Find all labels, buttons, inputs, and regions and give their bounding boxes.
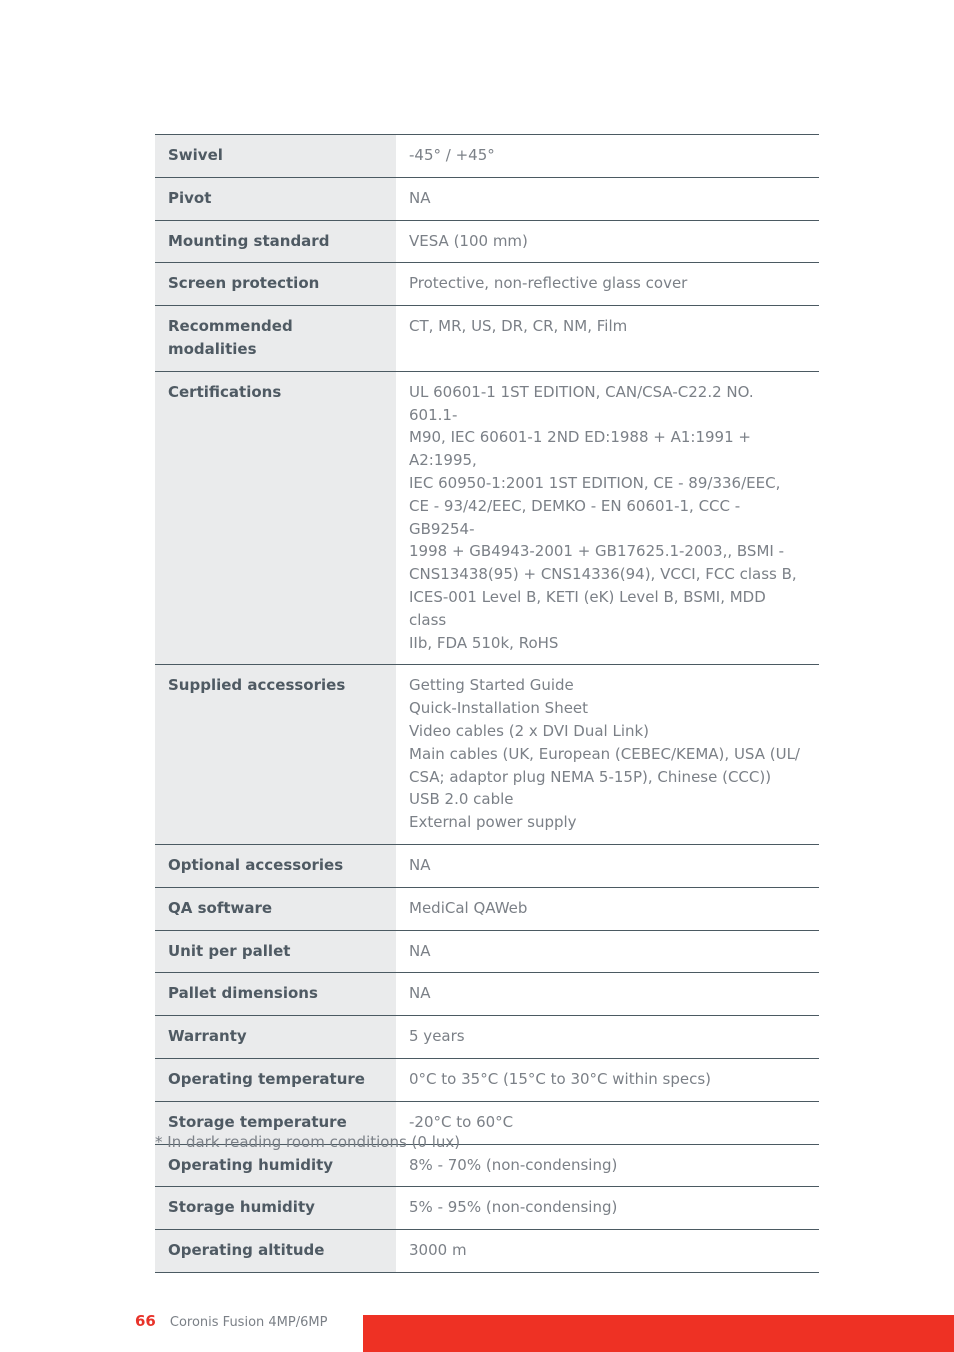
- spec-row: [155, 1016, 819, 1059]
- spec-value-line: Quick-Installation Sheet: [409, 699, 589, 718]
- spec-value-line: 5% - 95% (non-condensing): [409, 1198, 618, 1217]
- spec-value-line: ICES-001 Level B, KETI (eK) Level B, BSMI, MDD class: [409, 587, 766, 629]
- spec-label: Certifications: [155, 371, 396, 665]
- spec-row: [155, 135, 819, 178]
- spec-value: [396, 1016, 819, 1059]
- spec-label: Operating humidity: [155, 1144, 396, 1187]
- spec-value-line: CNS13438(95) + CNS14336(94), VCCI, FCC class B,: [409, 565, 797, 584]
- page-number: 66: [135, 1312, 156, 1330]
- spec-value-line: 3000 m: [409, 1241, 467, 1260]
- spec-label: Operating altitude: [155, 1230, 396, 1273]
- spec-label: Operating temperature: [155, 1058, 396, 1101]
- spec-row: [155, 844, 819, 887]
- spec-value-line: UL 60601-1 1ST EDITION, CAN/CSA-C22.2 NO. 601.1-: [409, 382, 754, 424]
- spec-row: [155, 177, 819, 220]
- spec-row: [155, 1187, 819, 1230]
- spec-value-line: IEC 60950-1:2001 1ST EDITION, CE - 89/336/EEC,: [409, 473, 781, 492]
- document-title: Coronis Fusion 4MP/6MP: [169, 1315, 328, 1330]
- spec-value-line: 1998 + GB4943-2001 + GB17625.1-2003,, BSMI -: [409, 542, 784, 561]
- spec-table-body: [155, 135, 819, 1273]
- spec-value-line: CSA; adaptor plug NEMA 5-15P), Chinese (CCC)): [409, 767, 772, 786]
- page-footer: [135, 1312, 327, 1330]
- spec-value-line: NA: [409, 984, 431, 1003]
- spec-value-line: NA: [409, 855, 431, 874]
- spec-value: [396, 177, 819, 220]
- spec-row: [155, 263, 819, 306]
- spec-label: Warranty: [155, 1016, 396, 1059]
- spec-row: [155, 371, 819, 665]
- spec-value-line: CT, MR, US, DR, CR, NM, Film: [409, 317, 628, 336]
- spec-value: [396, 1058, 819, 1101]
- spec-value-line: External power supply: [409, 813, 577, 832]
- spec-row: [155, 665, 819, 845]
- spec-label: Unit per pallet: [155, 930, 396, 973]
- spec-label: Supplied accessories: [155, 665, 396, 845]
- spec-value-line: -45° / +45°: [409, 146, 495, 164]
- spec-value-line: Protective, non-reflective glass cover: [409, 274, 688, 293]
- spec-value-line: USB 2.0 cable: [409, 790, 514, 809]
- spec-value-line: Main cables (UK, European (CEBEC/KEMA), USA (UL/: [409, 744, 800, 763]
- spec-value-line: M90, IEC 60601-1 2ND ED:1988 + A1:1991 + A2:1995,: [409, 428, 751, 470]
- spec-value: [396, 844, 819, 887]
- spec-row: [155, 1058, 819, 1101]
- spec-value: [396, 1187, 819, 1230]
- spec-value: [396, 887, 819, 930]
- footnote: * In dark reading room conditions (0 lux): [155, 1133, 461, 1151]
- spec-row: [155, 973, 819, 1016]
- spec-value-line: VESA (100 mm): [409, 231, 528, 250]
- spec-label: Optional accessories: [155, 844, 396, 887]
- spec-row: [155, 930, 819, 973]
- spec-value-line: IIb, FDA 510k, RoHS: [409, 633, 559, 652]
- spec-value-line: NA: [409, 188, 431, 207]
- spec-value-line: NA: [409, 941, 431, 960]
- footer-accent-bar: [363, 1315, 954, 1352]
- spec-value-line: 0°C to 35°C (15°C to 30°C within specs): [409, 1069, 712, 1088]
- spec-label: Storage temperature: [155, 1101, 396, 1144]
- spec-value: [396, 930, 819, 973]
- spec-value-line: -20°C to 60°C: [409, 1112, 514, 1131]
- spec-label: Swivel: [155, 135, 396, 178]
- spec-value: [396, 371, 819, 665]
- spec-value-line: Video cables (2 x DVI Dual Link): [409, 721, 650, 740]
- spec-value: [396, 220, 819, 263]
- spec-value: [396, 135, 819, 178]
- spec-label: Pivot: [155, 177, 396, 220]
- spec-value-line: MediCal QAWeb: [409, 898, 528, 917]
- spec-label: Screen protection: [155, 263, 396, 306]
- spec-value-line: 8% - 70% (non-condensing): [409, 1155, 618, 1174]
- spec-label: Recommended modalities: [155, 306, 396, 372]
- spec-row: [155, 887, 819, 930]
- spec-value: [396, 306, 819, 372]
- spec-value-line: CE - 93/42/EEC, DEMKO - EN 60601-1, CCC - GB9254-: [409, 496, 741, 538]
- spec-label: Mounting standard: [155, 220, 396, 263]
- spec-value-line: Getting Started Guide: [409, 676, 574, 695]
- spec-label: Pallet dimensions: [155, 973, 396, 1016]
- spec-table: [155, 134, 819, 1273]
- spec-value: [396, 1230, 819, 1273]
- spec-value-line: 5 years: [409, 1027, 465, 1046]
- spec-row: [155, 306, 819, 372]
- spec-label: Storage humidity: [155, 1187, 396, 1230]
- spec-value: [396, 665, 819, 845]
- spec-value: [396, 973, 819, 1016]
- spec-row: [155, 1230, 819, 1273]
- spec-label: QA software: [155, 887, 396, 930]
- spec-row: [155, 220, 819, 263]
- spec-value: [396, 263, 819, 306]
